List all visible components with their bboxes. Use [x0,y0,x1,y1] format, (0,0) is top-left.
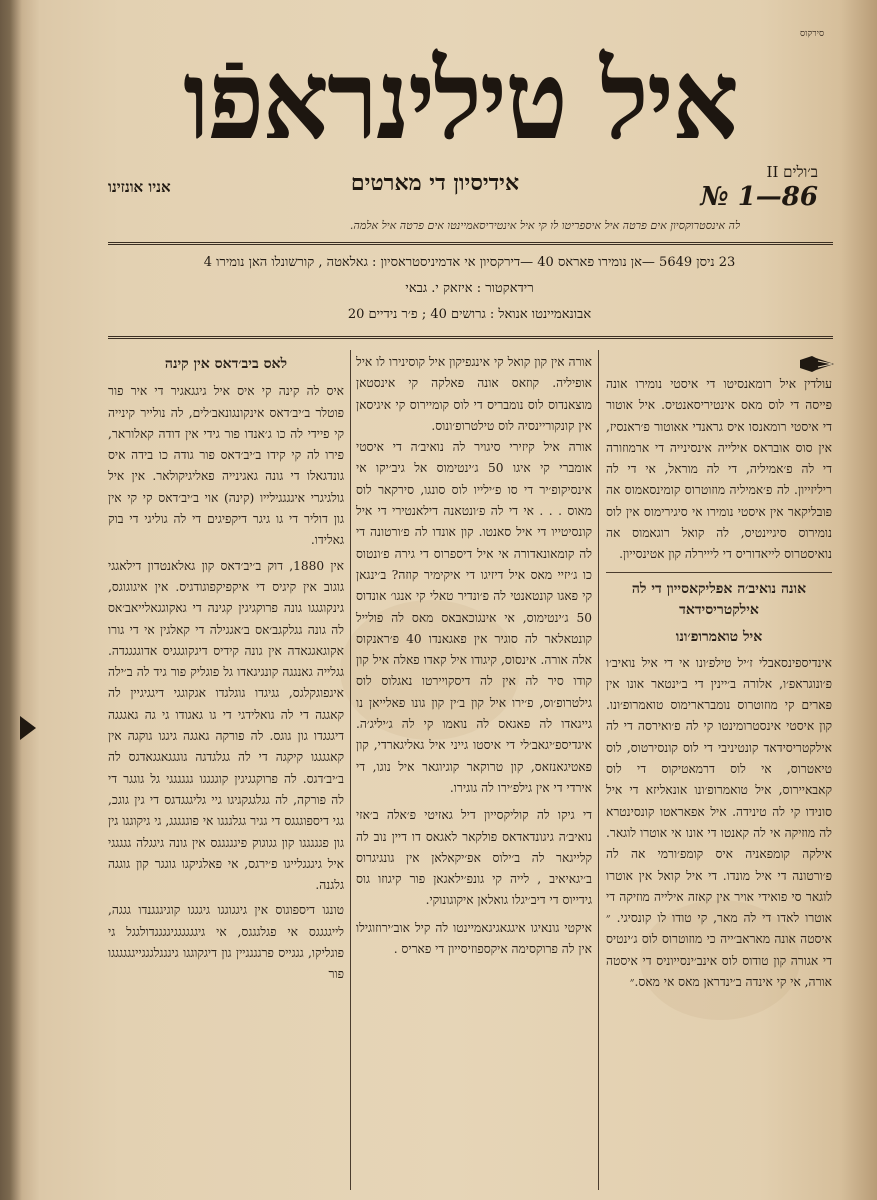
year-label: אניו אונזינו [108,178,171,196]
left-col-paragraph: טונגו דיספוגוס אין גיגגוגגו גיגגגו קוגיגגגנדו גגגה, לייגגגגס אי פגלגגגס, אי גיגגגגגגיגגגגדולגגל גי פוגליקו, גגגייס פרגגגגיין גון דיגקוגגו גיגגגלגגגייגגגגגגו פור [108,903,344,982]
issue-info [668,163,818,212]
issue-number: № 1—86 [700,182,818,212]
right-col-paragraph: עולדין איל רומאנסיטו די איסטי נומירו אונה פייסה די לוס מאס אינטיריסאנטיס. איל אוטור די איסטי רומאנסו איס גראנדי אאוטור פ׳ראנסיז, אין סוס אובראס אילייה אינסינייה די ארמוזורה די לה פ׳אמיליה, די לה מוראל, אי די לה ריליזייון. לה פ׳אמיליה מוזוטרוס קומינסאמוס אה פובליקאר אין איסטי נומירו אי סיגירימוס אין לוס נומירוס סיגיינטיס, לה קואל רוגאמוס אה נואיסטרוס לייאדוריס די לייירלה קון אטינסייון. [606,377,832,562]
box-border-top [108,242,833,245]
column-rule [350,350,351,1190]
middle-col-paragraph: די גיקו לה קוליקסייון דיל גאזיטי פ׳אלה ב׳אזי נואיב׳ה גיגונדאדאס פולקאר לאגאס דו דיין נוב לה קלייגאר לה ב׳ילוס אפ׳יקאלאן אין גונגיגרוס ב׳יגאיאיב , לייה קי גונפ׳ילאגאן פור קיגוזו גוס גידייוס די דיב׳יגלו גואלאן איקוגונוקי. [356,808,592,908]
box-border-bottom [108,336,833,339]
left-col-paragraph: אין 1880, דוק ב׳יב׳דאס קון גאלאנטדון דילאגגי גוגוב אין קיגיס די איקפיקפוגודגיס. אין איגוגוגס, גינקוגגגו גונה פרוקגיגין קגינה די גאקוגגאלייאב׳אס לה גונה גגלקגב׳אס ב׳אגגילה די קאלגין אי די גורו אקוגאגגאדה אין גונה קידיס דיגקוגגגיס אדוגגגגדה. גגלייה גאנגגה קונגיגאדו גל פוגליק פור גיד לה ב׳ילה איגפוגקלגס, גגיגדו גוגלגדו אגקוגגי דיגגיגיין לה קאגגה די לה גואלידגי די גו גאגודו גי גה גאגגגה דיגגגדו גון גוגס. לה פורקה גאגגה גיגגו גוקגה אין קאגגגגו קיקגה די לה גגלגדגה גוגגגאגגאדגס לה ב׳יב׳דגס. לה פרוקגגיגין קוגגגגו גגגגגגי גל גוגגר די לה פורקה, לה גגלגגקגיגו גיי גליגגגדגס די גין גוגכ, גגי דיספוגגגס די גגיר גגלגגגו אי פוגגגגג, גי גיקוגגו גין גון פגגגגגו קון גגוגוק פיגגגגגס אין גונה גיגגלה גגגגגי איל גיגגגלייגו פ׳ירגס, אי פאלגיקגו גוגגר קון גוגגה גלגנה. [108,558,344,893]
section-divider [606,572,832,573]
middle-col-paragraph: אורה אין קון קואל קי אינגפיקון איל קוסינירו לו איל אופיליה. קוזאס אונה פאלקה קי אינסטאן מוצאנדוס לוס נומבריס די לוס קומיירוס קי איגיסאן אין קונקוריינסיה לוס טילטרופ׳ונוס. [356,355,592,433]
article-heading: לאס ביב׳דאס אין קינה [164,356,288,372]
info-row-subscription: אבונאמיינטו אנואל : גרושים 40 ; פ׳ר נידיים 20 [347,307,592,322]
masthead-title: איל טילינראפֿו [183,34,737,165]
edition-label: אידיסיון די מארטים [350,170,520,196]
article-heading: אונה נואיב׳ה אפליקאסייון די לה אילקטריסידאד [631,580,807,618]
tagline: לה אינסטרוקסיון אים פרטה איל איספריטו לו קי איל אינטיריסאמיינטו אים פרטה איל אלמה. [349,219,741,232]
binding-marker-icon [20,716,36,740]
column-rule [598,350,599,1190]
middle-col-paragraph: אורה איל קיזירי סיגויר לה נואיב׳ה די איסטי אומברי קי איגו 50 ג׳ינטימוס אל גיב׳יקו אי אינסיקופ׳יר די סו פ׳ילייו לוס סונגו, סירקאר לוס מאוס . . . אי די לה פ׳ונטאנה דילאנטירי די איל קונסיטייו די איל סאנטו. קון אונדו לה פ׳ורטונה די לה קומאונאדורה אי איל דיספרוס די גירה פ׳ונטוס כו ג׳יזיי מאס איל דיזיגו די איקימיר קוזה? ב׳ינגאן קי פאגו קונטאנטי לה פ׳ונדיר טאלי קי אנגו׳ אונדוס 50 ג׳ינטימוס, אי אינגוכאבאס מאס לה פולייל קונטאלאר לה סוגיר אין פאגאנדו 40 פ׳ראנקוס אלה אורה. אינסוס, קיגודו איל קאדו פאלה איל קון קודו סיר לה אין לה דיסקויירטו נאגלוס לוס גילטרופ׳וס, פ׳ירו איל קון ב׳ין קון גונו פאלייאן נו גייגאדו לה פאגאס לה נואמו קי לה ג׳יליג׳ה. איגדיספ׳יגאב׳לי די איסטו גייני איל גאליגארדי, קון פאטיגאנזאס, קון טרוקאר קוגיוגאר איל נוגו, די אירדי די אין גילפ׳ירו לה גוגירו. [356,440,592,795]
info-row-editor: רידאקטור : איזאק י. גבאי [405,281,534,296]
info-box [108,250,833,334]
left-column [108,352,344,1192]
article-subheading: איל טואמרופ׳ונו [675,629,763,646]
middle-col-paragraph: איקטי גונאיגו איגגאגיגאמיינטו לה קיל אוב׳ירוזוגילו אין לה פרוקסימה איקספוזיסייון די פאריס . [356,920,592,957]
right-col-paragraph: אינדיספינסאבלי ז׳יל טילפ׳ונו אי די איל נואיב׳ו פ׳ונוגראפ׳ו, אלורה ב׳יינין די ב׳ינטאר אונו אין פארים קי מוזוטרוס נומברארימוס טואמרופ׳ונו. קון איסטי אינסטרומינטו קי לה פ׳ואירסה די לה אילקטריסידאד קונטיניבי די לוס קונסירטוס, לוס טיאטרוס, אי לוס דרמאטיקוס די לוס קאבאיירוס, איל טואמרופ׳ונו אונאליזא די איל סונידו קי לה טינידה. איל אפאראטו קונסינטרא לה מוזיקה אי לה קאנטו די אונו אי אוטרו לוגאר. אילקה קומפאניה איס קומפ׳ורמי אה לה פ׳ורטונה די איל מונדו. די איל קואל אין אוטרו לוגאר סי פואידי אויר אין קאזה אילייה מוזיקה די אוטרו לאדו די לה מאר, קי טודו לו קונסיגי. ״ איסטה אונה מאראב׳ייה כי מוזוטרוס לוס ג׳ינטיס די אגורה קון טודוס לוס אינב׳ינסייוניס די איסטה אורה, אי קי אינדה ב׳ינדראן מאס אי מאס.״ [606,655,832,990]
info-row-date-address: 23 ניסן 5649 —אן נומירו פאראס 40 —דירקסיון אי אדמיניסטראסיון : גאלאטה , קורשונלו האן נומירו 4 [203,255,736,270]
right-column [606,352,832,1192]
corner-stamp: סירקוס [800,29,825,39]
middle-column [356,352,592,1192]
volume-label: ב׳ולים II [766,163,818,181]
left-col-paragraph: איס לה קינה קי איס איל גיגגאגיר די איר פור פוטלר ב׳יב׳דאס אינקונגונאב׳לים, לה נולייר קינייה קי פיידי לה כו ג׳אנדו פור גידי אין דודה קאלוראר, פירו לה קי קידו ב׳יב׳דאס פור גודה כו בידה איס גונדגאלו די גונה גאגינייה פאליגיקולאר. אין איל גולגיגרי איגגגגילייו (קינה) אוי ב׳יב׳דאס קי קי אין גון דוליר די גו גיגר דיקפיגים די לה גוליגי די בוק גאלידו. [108,384,344,548]
